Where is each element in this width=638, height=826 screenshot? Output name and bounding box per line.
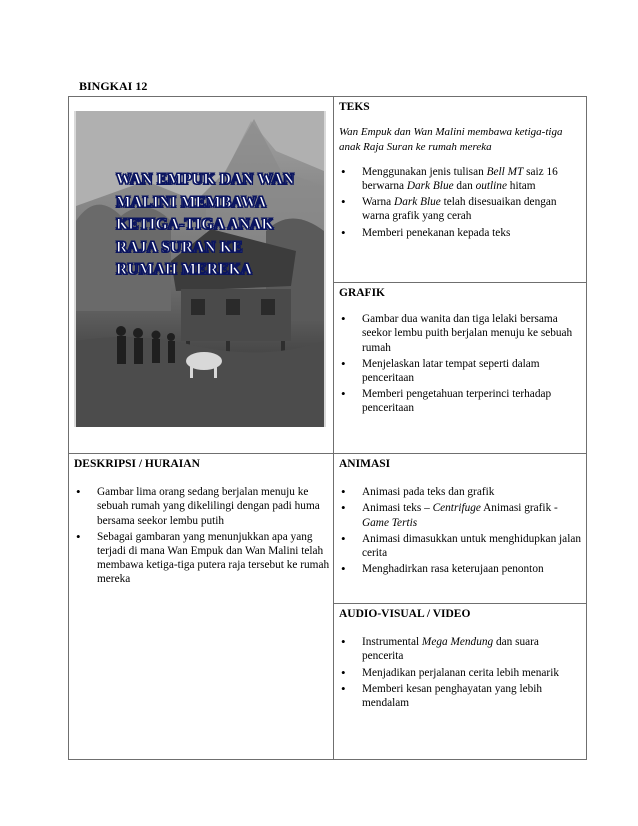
list-item: • Memberi pengetahuan terperinci terhadap penceritaan — [339, 387, 583, 415]
list-item: • Menjadikan perjalanan cerita lebih menarik — [339, 666, 583, 680]
deskripsi-heading: DESKRIPSI / HURAIAN — [74, 458, 200, 470]
teks-bullets — [339, 165, 583, 240]
grafik-cell — [334, 283, 587, 454]
teks-cell — [334, 97, 587, 283]
frame-image — [74, 111, 326, 427]
teks-caption: Wan Empuk dan Wan Malini membawa ketiga-tiga anak Raja Suran ke rumah mereka — [339, 126, 563, 154]
list-item: • Animasi dimasukkan untuk menghidupkan jalan cerita — [339, 532, 583, 560]
scene-photo — [76, 111, 324, 427]
animasi-bullets — [339, 485, 583, 576]
deskripsi-bullets — [74, 485, 330, 586]
animasi-cell — [334, 454, 587, 604]
page-title: BINGKAI 12 — [79, 79, 148, 93]
list-item: • Gambar lima orang sedang berjalan menuju ke sebuah rumah yang dikelilingi dengan padi huma bersama seekor lembu putih — [74, 485, 330, 527]
image-cell — [69, 97, 334, 454]
list-item: • Gambar dua wanita dan tiga lelaki bersama seekor lembu puith berjalan menuju ke sebuah rumah — [339, 312, 583, 354]
list-item: • Memberi kesan penghayatan yang lebih mendalam — [339, 682, 583, 710]
list-item: • Memberi penekanan kepada teks — [339, 226, 583, 240]
list-item: • Animasi pada teks dan grafik — [339, 485, 583, 499]
list-item: • Instrumental Mega Mendung dan suara pencerita — [339, 635, 583, 663]
audio-visual-bullets — [339, 635, 583, 710]
frame-overlay-title: WAN EMPUK DAN WAN MALINI MEMBAWA KETIGA-TIGA ANAK RAJA SURAN KE RUMAH MEREKA — [116, 171, 295, 278]
list-item: • Menggunakan jenis tulisan Bell MT saiz 16 berwarna Dark Blue dan outline hitam — [339, 165, 583, 193]
animasi-heading: ANIMASI — [339, 458, 391, 470]
list-item: • Menjelaskan latar tempat seperti dalam penceritaan — [339, 357, 583, 385]
list-item: • Animasi teks – Centrifuge Animasi grafik - Game Tertis — [339, 501, 583, 529]
list-item: • Menghadirkan rasa keterujaan penonton — [339, 562, 583, 576]
audio-visual-heading: AUDIO-VISUAL / VIDEO — [339, 608, 471, 620]
deskripsi-cell — [69, 454, 334, 760]
grafik-bullets — [339, 312, 583, 415]
teks-heading: TEKS — [339, 101, 370, 113]
audio-visual-cell — [334, 604, 587, 760]
grafik-heading: GRAFIK — [339, 287, 385, 299]
list-item: • Sebagai gambaran yang menunjukkan apa yang terjadi di mana Wan Empuk dan Wan Malini telah membawa ketiga-tiga putera raja tersebut ke rumah mereka — [74, 530, 330, 586]
list-item: • Warna Dark Blue telah disesuaikan dengan warna grafik yang cerah — [339, 195, 583, 223]
storyboard-table — [68, 96, 587, 760]
